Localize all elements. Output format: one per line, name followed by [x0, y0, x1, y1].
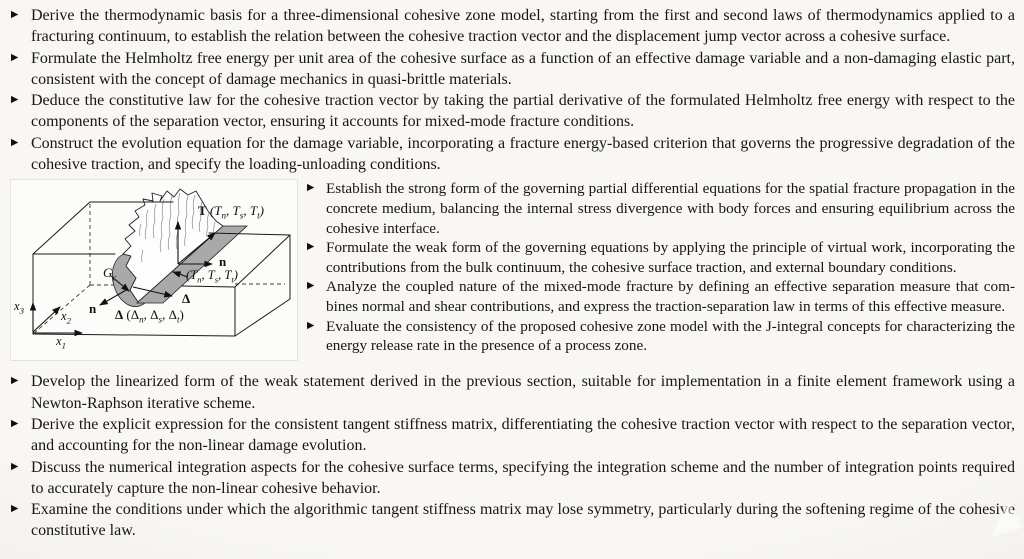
- triangle-bullet-icon: ▶: [11, 94, 19, 106]
- bullet-list-top: [10, 5, 1015, 175]
- bullet-text: Evaluate the consistency of the proposed cohesive zone model with the J-integral concepts for characterizing the energy release rate in the presence of a process zone.: [326, 317, 1015, 355]
- bullet-text: Discuss the numerical integration aspects for the cohesive surface terms, specifying the integration scheme and the number of integration points required to accurately capture the non-linear cohesive behavior.: [31, 458, 1015, 497]
- task-bullet: [306, 179, 1015, 238]
- task-bullet: [10, 457, 1015, 500]
- triangle-bullet-icon: ▶: [11, 460, 19, 472]
- bullet-text: Construct the evolution equation for the damage variable, incorporating a fracture energy-based criterion that governs the progressive degradation of the cohesive traction, and specify the loading-unloading conditions.: [31, 134, 1015, 174]
- label-traction-components: ($T_n$, $T_s$, $T_t$): [186, 268, 238, 285]
- bullet-text: Analyze the coupled nature of the mixed-mode fracture by defining an effective separation measure that combines normal and shear contributions, and express the traction-separation law in terms of this effective measure.: [326, 278, 1015, 315]
- triangle-bullet-icon: ▶: [11, 136, 19, 148]
- section-governing-equations-tasks: [306, 179, 1015, 361]
- bullet-list-middle: [306, 179, 1015, 355]
- task-bullet: [10, 48, 1015, 91]
- bullet-text: Formulate the weak form of the governing equations by applying the principle of virtual work, incorporating the contributions from the bulk continuum, the cohesive surface traction, and external boundary conditions.: [326, 239, 1015, 276]
- bullet-text: Develop the linearized form of the weak statement derived in the previous section, suitable for implementation in a finite element framework using a Newton-Raphson iterative scheme.: [31, 373, 1015, 412]
- bullet-text: Formulate the Helmholtz free energy per unit area of the cohesive surface as a function of an effective damage variable and a non-damaging elastic part, consistent with the concept of damage mechanics in quasi-brittle materials.: [31, 49, 1015, 88]
- task-bullet: [10, 90, 1015, 133]
- label-normal-vector-top: n: [219, 254, 227, 270]
- label-separation-components: Δ ($\Delta_n$, $\Delta_s$, $\Delta_t$): [115, 307, 184, 325]
- bullet-text: Establish the strong form of the governing partial differential equations for the spatial fracture propagation in the concrete medium, balancing the internal stress divergence with body forces and ensuring equilibrium across the cohesive interface.: [326, 180, 1015, 237]
- label-fracture-energy: $G_c$: [103, 265, 117, 283]
- triangle-bullet-icon: ▶: [11, 503, 19, 515]
- label-axis-x2: $x_2$: [61, 309, 71, 326]
- triangle-bullet-icon: ▶: [307, 280, 315, 292]
- task-bullet: [10, 499, 1015, 542]
- coordinate-axes: [33, 303, 82, 333]
- bullet-list-bottom: [10, 371, 1015, 541]
- bullet-text: Derive the thermodynamic basis for a three-dimensional cohesive zone model, starting from the first and second laws of thermodynamics applied to a fracturing continuum, to establish the relation between the cohesive traction vector and the displacement jump vector across a cohesive surface.: [31, 7, 1015, 46]
- triangle-bullet-icon: ▶: [11, 9, 19, 20]
- x2-axis-arrow: [33, 307, 60, 332]
- label-axis-x3: $x_3$: [14, 299, 24, 316]
- label-normal-vector-left: n: [89, 301, 97, 317]
- label-axis-x1: $x_1$: [56, 334, 66, 351]
- section-thermodynamics-tasks: [10, 5, 1015, 175]
- cohesive-zone-figure: [10, 179, 298, 361]
- bullet-text: Examine the conditions under which the algorithmic tangent stiffness matrix may lose symmetry, particularly during the softening regime of the cohesive constitutive law.: [31, 501, 1015, 540]
- triangle-bullet-icon: ▶: [11, 51, 19, 63]
- task-bullet: [10, 371, 1015, 414]
- task-bullet: [306, 238, 1015, 277]
- task-bullet: [10, 5, 1015, 48]
- bullet-text: Deduce the constitutive law for the cohesive traction vector by taking the partial derivative of the formulated Helmholtz free energy with respect to the components of the separation vector, ensuring it accounts for mixed-mode fracture conditions.: [31, 92, 1015, 131]
- task-bullet: [306, 277, 1015, 316]
- triangle-bullet-icon: ▶: [307, 241, 315, 253]
- triangle-bullet-icon: ▶: [307, 319, 315, 331]
- task-bullet: [306, 317, 1015, 356]
- triangle-bullet-icon: ▶: [11, 375, 19, 387]
- task-bullet: [10, 414, 1015, 457]
- label-separation-arrow: Δ: [182, 291, 191, 307]
- label-traction-vector: T ($T_n$, $T_s$, $T_t$): [198, 203, 264, 221]
- section-figure-and-tasks: [10, 179, 1015, 361]
- bullet-text: Derive the explicit expression for the consistent tangent stiffness matrix, differentiating the cohesive traction vector with respect to the separation vector, and accounting for the non-linear damage evolution.: [31, 415, 1015, 455]
- triangle-bullet-icon: ▶: [307, 182, 315, 194]
- task-bullet: [10, 133, 1015, 176]
- triangle-bullet-icon: ▶: [11, 417, 19, 429]
- section-numerical-implementation-tasks: [10, 371, 1015, 541]
